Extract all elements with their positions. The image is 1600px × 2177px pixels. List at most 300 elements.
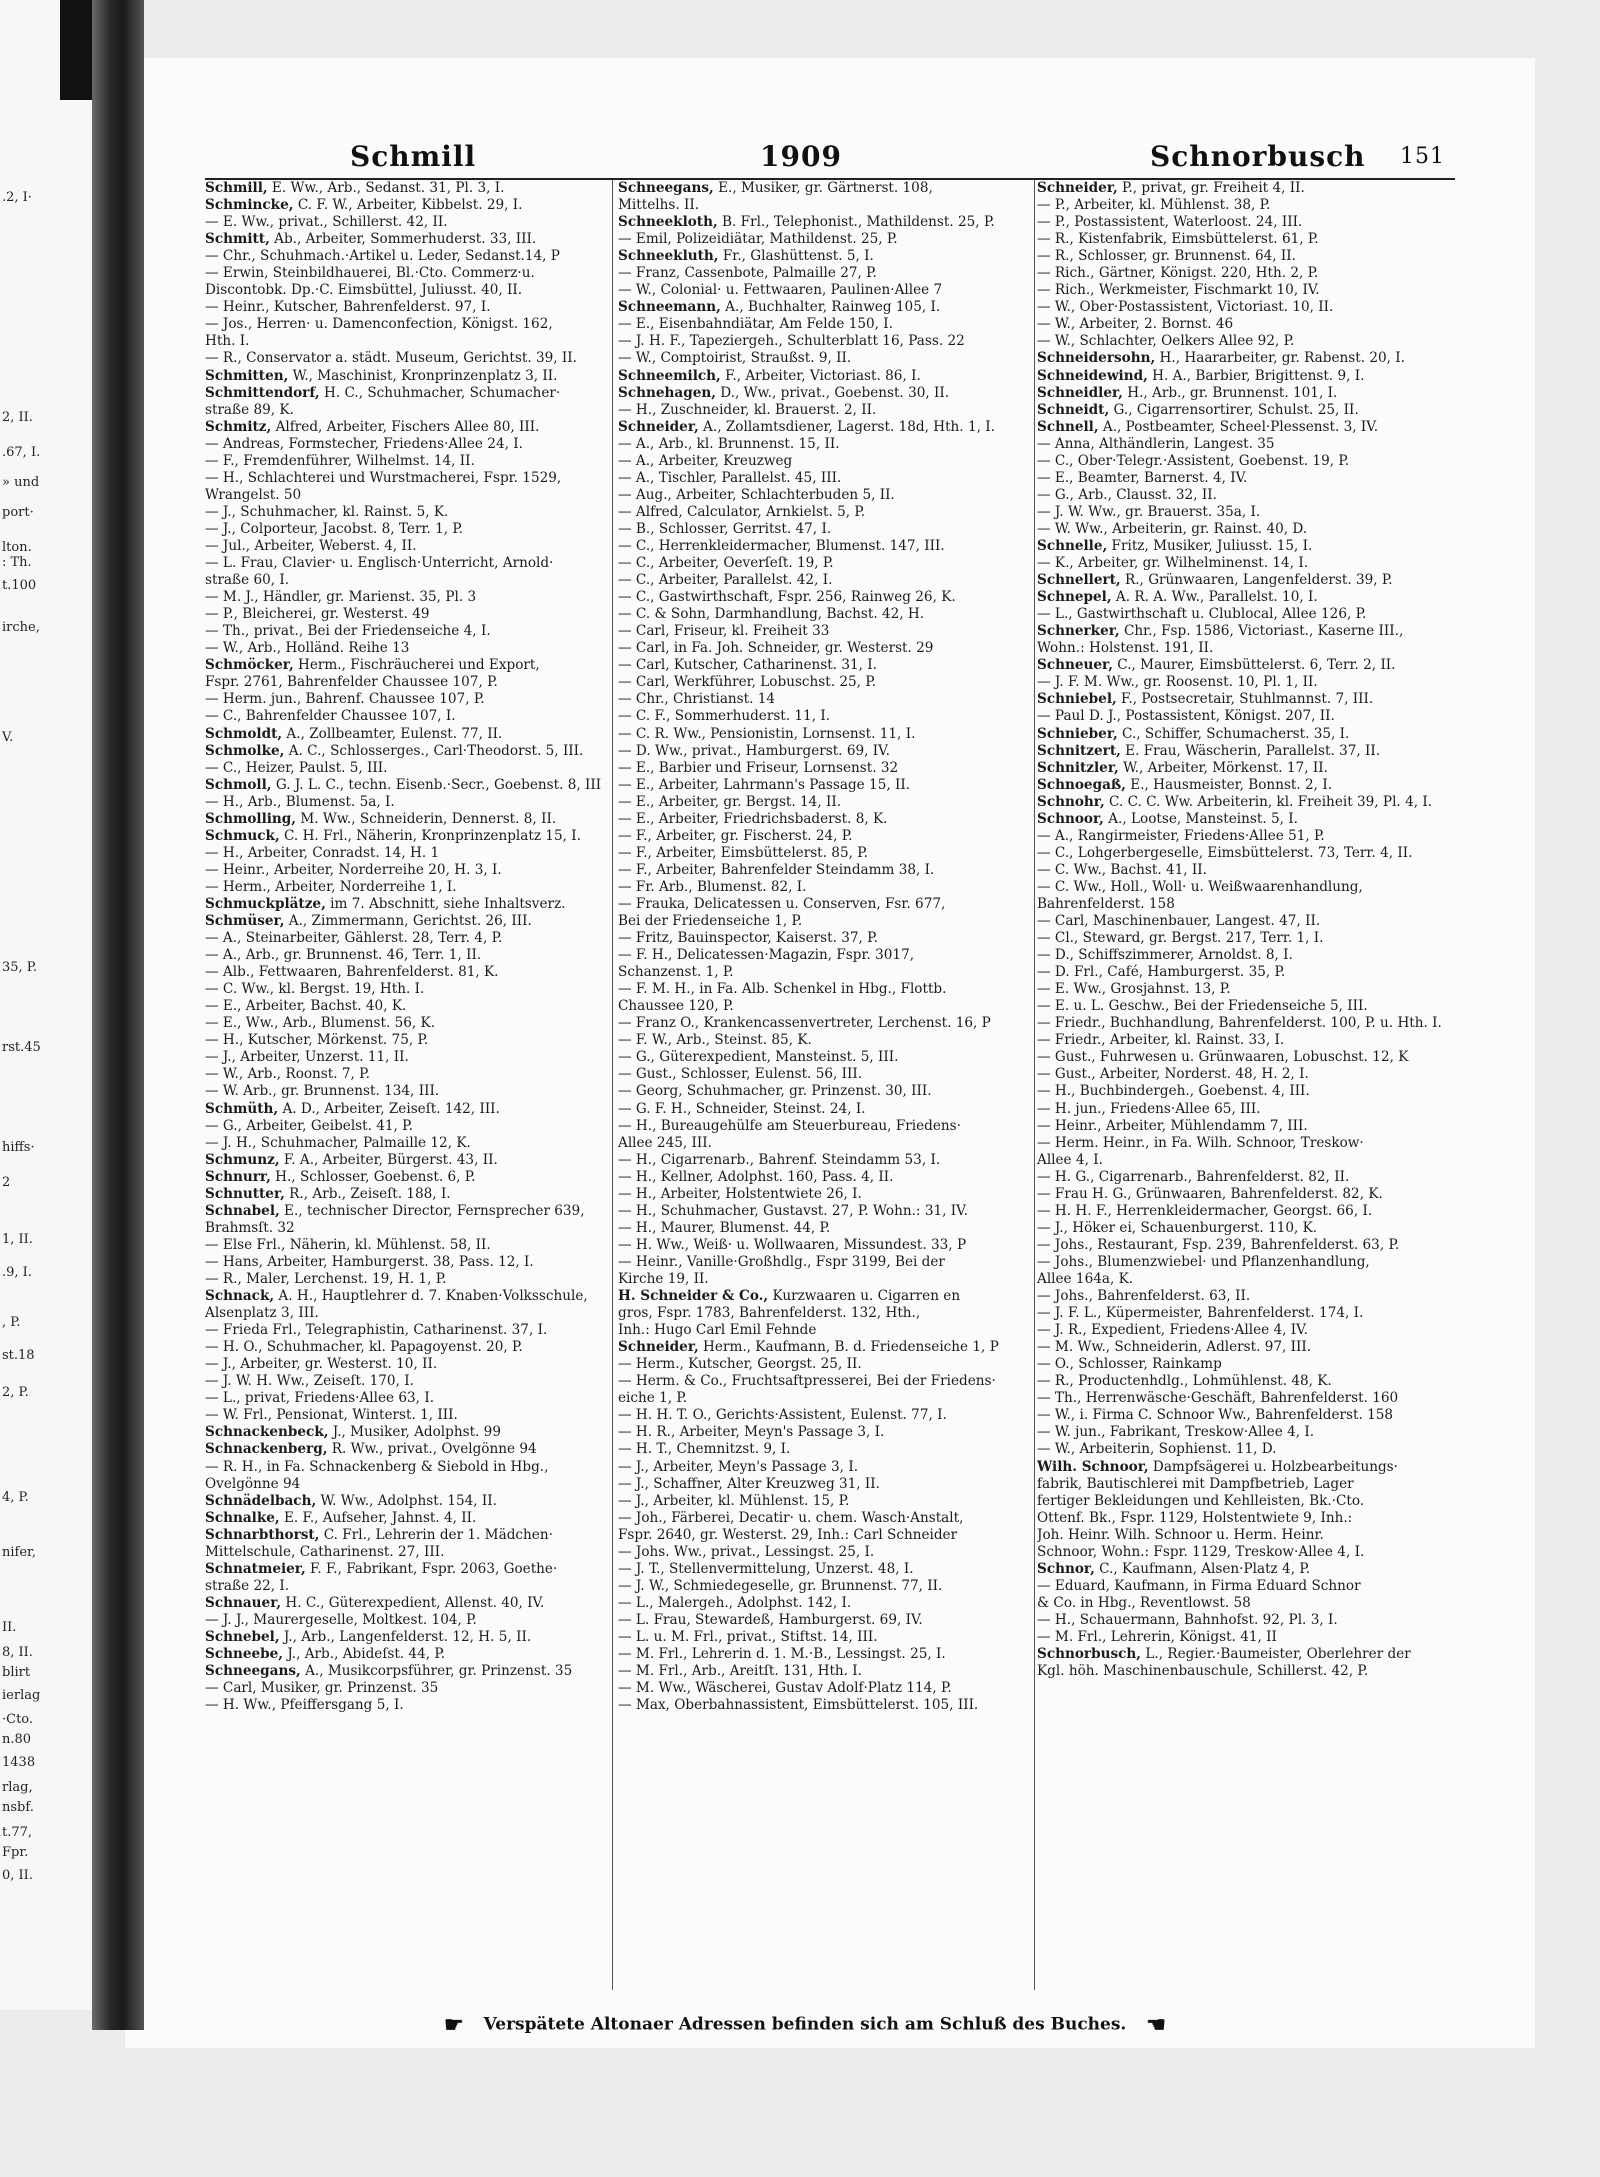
previous-page-fragment: 2	[2, 1175, 11, 1190]
directory-entry: — D. Ww., privat., Hamburgerst. 69, IV.	[618, 742, 890, 759]
directory-entry: — R., Kistenfabrik, Eimsbüttelerst. 61, P.	[1037, 231, 1319, 248]
directory-entry: Schmuck, C. H. Frl., Näherin, Kronprinzenplatz 15, I.	[205, 827, 581, 844]
directory-entry: straße 22, I.	[205, 1577, 290, 1594]
directory-entry: — H., Schuhmacher, Gustavst. 27, P. Wohn.: 31, IV.	[618, 1202, 968, 1219]
directory-entry: — R., Conservator a. städt. Museum, Gerichtst. 39, II.	[205, 350, 577, 367]
directory-entry: Schneider, P., privat, gr. Freiheit 4, II.	[1037, 180, 1305, 196]
directory-entry: — J., Schaffner, Alter Kreuzweg 31, II.	[618, 1475, 880, 1492]
directory-entry: — Hans, Arbeiter, Hamburgerst. 38, Pass. 12, I.	[205, 1253, 534, 1270]
directory-entry: Schnohr, C. C. C. Ww. Arbeiterin, kl. Freiheit 39, Pl. 4, I.	[1037, 793, 1433, 810]
header-left-keyword: Schmill	[350, 140, 477, 173]
directory-entry: — H., Schlachterei und Wurstmacherei, Fspr. 1529,	[205, 469, 562, 486]
directory-entry: — A., Rangirmeister, Friedens·Allee 51, P.	[1037, 827, 1325, 844]
directory-entry: — Georg, Schuhmacher, gr. Prinzenst. 30, III.	[618, 1083, 932, 1100]
directory-entry: — Frauka, Delicatessen u. Conserven, Fsr. 677,	[618, 895, 946, 912]
directory-entry: Schnieber, C., Schiffer, Schumacherst. 35, I.	[1037, 725, 1350, 742]
directory-entry: — J. H., Schuhmacher, Palmaille 12, K.	[205, 1134, 471, 1151]
directory-entry: — E., Arbeiter, Friedrichsbaderst. 8, K.	[618, 810, 888, 827]
directory-entry: — J. T., Stellenvermittelung, Unzerst. 48, I.	[618, 1560, 914, 1577]
directory-entry: — W. Arb., gr. Brunnenst. 134, III.	[205, 1083, 440, 1100]
directory-entry: gros, Fspr. 1783, Bahrenfelderst. 132, Hth.,	[618, 1305, 921, 1322]
directory-entry: — F., Fremdenführer, Wilhelmst. 14, II.	[205, 452, 475, 469]
previous-page-fragment: : Th.	[2, 555, 32, 570]
directory-entry: — C., Gastwirthschaft, Fspr. 256, Rainweg 26, K.	[618, 589, 956, 606]
directory-entry: — C., Arbeiter, Parallelst. 42, I.	[618, 572, 833, 589]
previous-page-fragment: , P.	[2, 1315, 21, 1330]
directory-entry: Chaussee 120, P.	[618, 998, 734, 1015]
directory-entry: — Alb., Fettwaaren, Bahrenfelderst. 81, K.	[205, 964, 499, 981]
previous-page-fragment: » und	[2, 475, 40, 490]
directory-entry: Schmunz, F. A., Arbeiter, Bürgerst. 43, II.	[205, 1151, 498, 1168]
directory-entry: — Rich., Werkmeister, Fischmarkt 10, IV.	[1037, 282, 1320, 299]
directory-entry: — Alfred, Calculator, Arnkielst. 5, P.	[618, 503, 866, 520]
directory-entry: — J. H. F., Tapeziergeh., Schulterblatt 16, Pass. 22	[618, 333, 965, 350]
directory-entry: — Fr. Arb., Blumenst. 82, I.	[618, 878, 807, 895]
directory-entry: Schmöcker, Herm., Fischräucherei und Export,	[205, 657, 540, 674]
previous-page-fragment: nsbf.	[2, 1800, 34, 1815]
previous-page-fragment: .9, I.	[2, 1265, 32, 1280]
directory-entry: — R., Schlosser, gr. Brunnenst. 64, II.	[1037, 248, 1296, 265]
directory-entry: — Gust., Fuhrwesen u. Grünwaaren, Lobuschst. 12, K	[1037, 1049, 1409, 1066]
directory-entry: eiche 1, P.	[618, 1390, 688, 1407]
previous-page-fragment: .2, I·	[2, 190, 32, 205]
directory-entry: — J., Arbeiter, Meyn's Passage 3, I.	[618, 1458, 859, 1475]
directory-entry: Ovelgönne 94	[205, 1475, 301, 1492]
directory-entry: — Friedr., Buchhandlung, Bahrenfelderst. 100, P. u. Hth. I.	[1037, 1015, 1442, 1032]
directory-entry: Schneemann, A., Buchhalter, Rainweg 105, I.	[618, 299, 941, 316]
directory-entry: Schneegans, E., Musiker, gr. Gärtnerst. 108,	[618, 180, 933, 196]
directory-entry: & Co. in Hbg., Reventlowst. 58	[1037, 1594, 1251, 1611]
previous-page-fragment: rst.45	[2, 1040, 41, 1055]
directory-entry: Schneidewind, H. A., Barbier, Brigittenst. 9, I.	[1037, 367, 1365, 384]
directory-entry: — Else Frl., Näherin, kl. Mühlenst. 58, II.	[205, 1236, 491, 1253]
directory-entry: Ottenf. Bk., Fspr. 1129, Holstentwiete 9, Inh.:	[1037, 1509, 1353, 1526]
directory-entry: Schmitz, Alfred, Arbeiter, Fischers Allee 80, III.	[205, 418, 540, 435]
directory-entry: — Heinr., Kutscher, Bahrenfelderst. 97, I.	[205, 299, 491, 316]
previous-page-fragment: 2, P.	[2, 1385, 29, 1400]
directory-entry: Kirche 19, II.	[618, 1271, 709, 1287]
directory-entry: Schmüth, A. D., Arbeiter, Zeiseſt. 142, III.	[205, 1100, 500, 1117]
directory-entry: straße 60, I.	[205, 572, 290, 589]
previous-page-fragment: lton.	[2, 540, 32, 555]
page-edge-mark	[60, 0, 92, 100]
directory-entry: Schnorbusch, L., Regier.·Baumeister, Oberlehrer der	[1037, 1646, 1411, 1663]
directory-entry: — W., Arb., Roonst. 7, P.	[205, 1066, 370, 1083]
directory-entry: — Carl, Maschinenbauer, Langest. 47, II.	[1037, 913, 1321, 930]
directory-entry: Schmittendorf, H. C., Schuhmacher, Schumacher·	[205, 384, 561, 401]
directory-entry: — R., Maler, Lerchenst. 19, H. 1, P.	[205, 1271, 447, 1287]
directory-entry: — L. Frau, Stewardeß, Hamburgerst. 69, IV.	[618, 1611, 923, 1628]
directory-entry: Fspr. 2761, Bahrenfelder Chaussee 107, P.	[205, 674, 498, 691]
directory-entry: — O., Schlosser, Rainkamp	[1037, 1356, 1222, 1373]
directory-entry: — W. Ww., Arbeiterin, gr. Rainst. 40, D.	[1037, 520, 1308, 537]
directory-entry: — A., Steinarbeiter, Gählerst. 28, Terr. 4, P.	[205, 930, 503, 947]
directory-entry: — G., Arbeiter, Geibelst. 41, P.	[205, 1117, 413, 1134]
directory-entry: Schnitzler, W., Arbeiter, Mörkenst. 17, II.	[1037, 759, 1328, 776]
previous-page-fragment: Fpr.	[2, 1845, 29, 1860]
directory-entry: Discontobk. Dp.·C. Eimsbüttel, Juliusst. 40, II.	[205, 282, 523, 299]
directory-entry: Mittelschule, Catharinenst. 27, III.	[205, 1543, 445, 1560]
directory-entry: — H. O., Schuhmacher, kl. Papagoyenst. 20, P.	[205, 1339, 523, 1356]
directory-entry: straße 89, K.	[205, 401, 294, 418]
directory-entry: Fspr. 2640, gr. Westerst. 29, Inh.: Carl Schneider	[618, 1526, 958, 1543]
directory-entry: Schnackenbeck, J., Musiker, Adolphst. 99	[205, 1424, 501, 1441]
directory-entry: — W., i. Firma C. Schnoor Ww., Bahrenfelderst. 158	[1037, 1407, 1394, 1424]
directory-entry: — H., Bureaugehülfe am Steuerbureau, Friedens·	[618, 1117, 961, 1134]
directory-entry: Schmitten, W., Maschinist, Kronprinzenplatz 3, II.	[205, 367, 558, 384]
directory-entry: — M. Frl., Lehrerin, Königst. 41, II	[1037, 1628, 1277, 1645]
directory-entry: Schmolke, A. C., Schlosserges., Carl·Theodorst. 5, III.	[205, 742, 584, 759]
directory-entry: — J., Höker ei, Schauenburgerst. 110, K.	[1037, 1219, 1318, 1236]
previous-page-fragment: II.	[2, 1620, 17, 1635]
directory-entry: Schneidt, G., Cigarrensortirer, Schulst. 25, II.	[1037, 401, 1359, 418]
directory-entry: Schmüser, A., Zimmermann, Gerichtst. 26, III.	[205, 913, 532, 930]
previous-page-fragment: ierlag	[2, 1688, 41, 1703]
directory-entry: — C., Ober·Telegr.·Assistent, Goebenst. 19, P.	[1037, 452, 1350, 469]
directory-entry: — E., Ww., Arb., Blumenst. 56, K.	[205, 1015, 436, 1032]
directory-entry: — H., Kellner, Adolphst. 160, Pass. 4, II.	[618, 1168, 894, 1185]
directory-entry: — B., Schlosser, Gerritst. 47, I.	[618, 520, 832, 537]
directory-entry: — H., Arbeiter, Conradst. 14, H. 1	[205, 844, 440, 861]
directory-entry: Schnack, A. H., Hauptlehrer d. 7. Knaben·Volksschule,	[205, 1288, 588, 1305]
directory-entry: Schnalke, E. F., Aufseher, Jahnst. 4, II.	[205, 1509, 477, 1526]
directory-entry: — Fritz, Bauinspector, Kaiserst. 37, P.	[618, 930, 878, 947]
book-gutter	[92, 0, 144, 2030]
directory-entry: — Herm. jun., Bahrenf. Chaussee 107, P.	[205, 691, 485, 708]
directory-entry: Schneekluth, Fr., Glashüttenst. 5, I.	[618, 248, 874, 265]
directory-entry: — C., Heizer, Paulst. 5, III.	[205, 759, 388, 776]
directory-entry: — E., Arbeiter, Lahrmann's Passage 15, II.	[618, 776, 911, 793]
previous-page-fragment: n.80	[2, 1732, 32, 1747]
directory-entry: — H. H. T. O., Gerichts·Assistent, Eulenst. 77, I.	[618, 1407, 947, 1424]
directory-entry: — Herm. Heinr., in Fa. Wilh. Schnoor, Treskow·	[1037, 1134, 1364, 1151]
directory-entry: Schneidler, H., Arb., gr. Brunnenst. 101, I.	[1037, 384, 1338, 401]
previous-page-fragment: irche,	[2, 620, 40, 635]
directory-entry: — E., Barbier und Friseur, Lornsenst. 32	[618, 759, 899, 776]
directory-entry: Schnädelbach, W. Ww., Adolphst. 154, II.	[205, 1492, 497, 1509]
directory-entry: — J. J., Maurergeselle, Moltkest. 104, P.	[205, 1611, 477, 1628]
directory-entry: — Franz, Cassenbote, Palmaille 27, P.	[618, 265, 877, 282]
previous-page-fragment: 2, II.	[2, 410, 33, 425]
directory-entry: — Herm., Arbeiter, Norderreihe 1, I.	[205, 878, 457, 895]
column-divider	[1034, 180, 1035, 1990]
directory-entry: — J., Arbeiter, gr. Westerst. 10, II.	[205, 1356, 438, 1373]
directory-entry: Schneider, A., Zollamtsdiener, Lagerst. 18d, Hth. 1, I.	[618, 418, 995, 435]
directory-entry: — A., Tischler, Parallelst. 45, III.	[618, 469, 842, 486]
directory-entry: Schneegans, A., Musikcorpsführer, gr. Prinzenst. 35	[205, 1663, 573, 1680]
footer-text: Verspätete Altonaer Adressen befinden sich am Schluß des Buches.	[483, 2014, 1127, 2035]
directory-entry: Schnatmeier, F. F., Fabrikant, Fspr. 2063, Goethe·	[205, 1560, 558, 1577]
page-number: 151	[1400, 144, 1445, 169]
directory-entry: Schmoll, G. J. L. C., techn. Eisenb.·Secr., Goebenst. 8, III	[205, 776, 602, 793]
directory-entry: Schnellert, R., Grünwaaren, Langenfelderst. 39, P.	[1037, 572, 1393, 589]
directory-entry: — Carl, Werkführer, Lobuschst. 25, P.	[618, 674, 877, 691]
directory-entry: — P., Postassistent, Waterloost. 24, III.	[1037, 214, 1303, 231]
directory-entry: — E., Arbeiter, Bachst. 40, K.	[205, 998, 407, 1015]
previous-page-fragment: 4, P.	[2, 1490, 29, 1505]
directory-entry: — Gust., Schlosser, Eulenst. 56, III.	[618, 1066, 863, 1083]
directory-entry: Kgl. höh. Maschinenbauschule, Schillerst. 42, P.	[1037, 1663, 1369, 1680]
previous-page-strip	[0, 0, 92, 2010]
directory-entry: Wrangelst. 50	[205, 486, 302, 503]
directory-entry: — C. F., Sommerhuderst. 11, I.	[618, 708, 831, 725]
directory-entry: — Th., Herrenwäsche·Geschäft, Bahrenfelderst. 160	[1037, 1390, 1399, 1407]
directory-entry: — D., Schiffszimmerer, Arnoldst. 8, I.	[1037, 947, 1293, 964]
directory-entry: — L. Frau, Clavier· u. Englisch·Unterricht, Arnold·	[205, 555, 554, 572]
directory-entry: — Joh., Färberei, Decatir· u. chem. Wasch·Anstalt,	[618, 1509, 964, 1526]
column-2	[618, 180, 1033, 1990]
directory-entry: Inh.: Hugo Carl Emil Fehnde	[618, 1322, 817, 1339]
directory-entry: Schnarbthorst, C. Frl., Lehrerin der 1. Mädchen·	[205, 1526, 553, 1543]
previous-page-fragment: nifer,	[2, 1545, 36, 1560]
directory-entry: — H. G., Cigarrenarb., Bahrenfelderst. 82, II.	[1037, 1168, 1350, 1185]
previous-page-fragment: .67, I.	[2, 445, 41, 460]
directory-entry: — F., Arbeiter, Eimsbüttelerst. 85, P.	[618, 844, 868, 861]
directory-entry: — Max, Oberbahnassistent, Eimsbüttelerst. 105, III.	[618, 1697, 979, 1714]
directory-entry: Joh. Heinr. Wilh. Schnoor u. Herm. Heinr.	[1037, 1526, 1324, 1543]
directory-entry: — Herm. & Co., Fruchtsaftpresserei, Bei der Friedens·	[618, 1373, 996, 1390]
directory-entry: Schneidersohn, H., Haararbeiter, gr. Rabenst. 20, I.	[1037, 350, 1405, 367]
directory-entry: Wohn.: Holstenst. 191, II.	[1037, 640, 1214, 657]
directory-entry: Alsenplatz 3, III.	[205, 1305, 319, 1322]
directory-entry: — J. W. Ww., gr. Brauerst. 35a, I.	[1037, 503, 1261, 520]
directory-entry: — C., Herrenkleidermacher, Blumenst. 147, III.	[618, 537, 945, 554]
pointing-hand-icon: ☛	[444, 2012, 464, 2038]
directory-entry: Allee 245, III.	[618, 1134, 712, 1151]
directory-entry: fabrik, Bautischlerei mit Dampfbetrieb, Lager	[1037, 1475, 1354, 1492]
directory-entry: — H., Buchbindergeh., Goebenst. 4, III.	[1037, 1083, 1310, 1100]
directory-entry: fertiger Bekleidungen und Kehlleisten, Bk.·Cto.	[1037, 1492, 1365, 1509]
directory-entry: — Jos., Herren· u. Damenconfection, Königst. 162,	[205, 316, 553, 333]
directory-entry: — Carl, Musiker, gr. Prinzenst. 35	[205, 1680, 439, 1697]
directory-entry: — W. jun., Fabrikant, Treskow·Allee 4, I.	[1037, 1424, 1315, 1441]
directory-entry: Schneuer, C., Maurer, Eimsbüttelerst. 6, Terr. 2, II.	[1037, 657, 1396, 674]
directory-entry: — W., Arbeiterin, Sophienst. 11, D.	[1037, 1441, 1277, 1458]
directory-entry: — J., Colporteur, Jacobst. 8, Terr. 1, P.	[205, 520, 464, 537]
previous-page-fragment: rlag,	[2, 1780, 33, 1795]
directory-entry: — J., Arbeiter, Unzerst. 11, II.	[205, 1049, 409, 1066]
directory-entry: — Heinr., Arbeiter, Mühlendamm 7, III.	[1037, 1117, 1308, 1134]
directory-entry: — M. Frl., Arb., Areitſt. 131, Hth. I.	[618, 1663, 862, 1680]
directory-entry: — H., Arb., Blumenst. 5a, I.	[205, 793, 395, 810]
directory-entry: Schnehagen, D., Ww., privat., Goebenst. 30, II.	[618, 384, 950, 401]
directory-entry: Schnutter, R., Arb., Zeiseſt. 188, I.	[205, 1185, 451, 1202]
directory-entry: — Johs., Restaurant, Fsp. 239, Bahrenfelderst. 63, P.	[1037, 1236, 1400, 1253]
directory-entry: — E., Eisenbahndiätar, Am Felde 150, I.	[618, 316, 893, 333]
directory-entry: Schneebe, J., Arb., Abideſst. 44, P.	[205, 1646, 446, 1663]
directory-entry: — H. H. F., Herrenkleidermacher, Georgst. 66, I.	[1037, 1202, 1373, 1219]
directory-entry: Schnoegaß, E., Hausmeister, Bonnst. 2, I.	[1037, 776, 1333, 793]
directory-entry: Schmincke, C. F. W., Arbeiter, Kibbelst. 29, I.	[205, 197, 523, 214]
directory-entry: — Eduard, Kaufmann, in Firma Eduard Schnor	[1037, 1577, 1361, 1594]
directory-entry: — E. u. L. Geschw., Bei der Friedenseiche 5, III.	[1037, 998, 1368, 1015]
directory-entry: — F. M. H., in Fa. Alb. Schenkel in Hbg., Flottb.	[618, 981, 947, 998]
directory-entry: — F. W., Arb., Steinst. 85, K.	[618, 1032, 812, 1049]
pointing-hand-icon: ☚	[1146, 2012, 1166, 2038]
previous-page-fragment: blirt	[2, 1665, 31, 1680]
directory-entry: — F. H., Delicatessen·Magazin, Fspr. 3017,	[618, 947, 915, 964]
directory-entry: — Chr., Christianst. 14	[618, 691, 776, 708]
directory-entry: — H. jun., Friedens·Allee 65, III.	[1037, 1100, 1261, 1117]
directory-entry: — L., Malergeh., Adolphst. 142, I.	[618, 1594, 852, 1611]
previous-page-fragment: port·	[2, 505, 34, 520]
directory-entry: Schmuckplätze, im 7. Abschnitt, siehe Inhaltsverz.	[205, 895, 566, 912]
directory-entry: — J., Schuhmacher, kl. Rainst. 5, K.	[205, 503, 449, 520]
previous-page-fragment: hiffs·	[2, 1140, 35, 1155]
directory-entry: — Jul., Arbeiter, Weberst. 4, II.	[205, 537, 417, 554]
directory-entry: — C., Bahrenfelder Chaussee 107, I.	[205, 708, 456, 725]
directory-entry: — H. T., Chemnitzst. 9, I.	[618, 1441, 791, 1458]
directory-entry: Bahrenfelderst. 158	[1037, 895, 1175, 912]
previous-page-fragment: st.18	[2, 1348, 35, 1363]
previous-page-fragment: V.	[2, 730, 14, 745]
directory-entry: — E., Arbeiter, gr. Bergst. 14, II.	[618, 793, 842, 810]
directory-entry: — Herm., Kutscher, Georgst. 25, II.	[618, 1356, 862, 1373]
directory-entry: — L., Gastwirthschaft u. Clublocal, Allee 126, P.	[1037, 606, 1367, 623]
directory-entry: — H. Ww., Pfeiffersgang 5, I.	[205, 1697, 404, 1714]
directory-entry: Schneekloth, B. Frl., Telephonist., Mathildenst. 25, P.	[618, 214, 995, 231]
directory-entry: Schniebel, F., Postsecretair, Stuhlmannst. 7, III.	[1037, 691, 1374, 708]
previous-page-fragment: 1438	[2, 1755, 36, 1770]
directory-entry: — R., Productenhdlg., Lohmühlenst. 48, K.	[1037, 1373, 1332, 1390]
directory-entry: — Johs., Blumenzwiebel· und Pflanzenhandlung,	[1037, 1253, 1370, 1270]
directory-entry: — R. H., in Fa. Schnackenberg & Siebold in Hbg.,	[205, 1458, 549, 1475]
previous-page-fragment: 8, II.	[2, 1645, 33, 1660]
directory-entry: — C. Ww., Holl., Woll· u. Weißwaarenhandlung,	[1037, 878, 1363, 895]
directory-entry: Schnepel, A. R. A. Ww., Parallelst. 10, I.	[1037, 589, 1318, 606]
directory-entry: — Anna, Althändlerin, Langest. 35	[1037, 435, 1275, 452]
directory-entry: Schnauer, H. C., Güterexpedient, Allenst. 40, IV.	[205, 1594, 545, 1611]
directory-entry: — J. W. H. Ww., Zeiseſt. 170, I.	[205, 1373, 414, 1390]
directory-entry: — M. Ww., Wäscherei, Gustav Adolf·Platz 114, P.	[618, 1680, 952, 1697]
header-year: 1909	[760, 140, 842, 173]
directory-entry: Schnoor, Wohn.: Fspr. 1129, Treskow·Allee 4, I.	[1037, 1543, 1365, 1560]
directory-entry: Mittelhs. II.	[618, 197, 700, 214]
directory-entry: — J. F. L., Küpermeister, Bahrenfelderst. 174, I.	[1037, 1305, 1364, 1322]
directory-entry: — G., Arb., Clausst. 32, II.	[1037, 486, 1217, 503]
directory-entry: — H., Kutscher, Mörkenst. 75, P.	[205, 1032, 429, 1049]
directory-entry: — C., Arbeiter, Oeverſeſt. 19, P.	[618, 555, 834, 572]
directory-entry: Schnebel, J., Arb., Langenfelderst. 12, H. 5, II.	[205, 1628, 532, 1645]
directory-entry: — Erwin, Steinbildhauerei, Bl.·Cto. Commerz·u.	[205, 265, 535, 282]
header-right-keyword: Schnorbusch	[1150, 140, 1366, 173]
directory-entry: — Th., privat., Bei der Friedenseiche 4, I.	[205, 623, 491, 640]
directory-entry: — Franz O., Krankencassenvertreter, Lerchenst. 16, P	[618, 1015, 991, 1032]
previous-page-fragment: 35, P.	[2, 960, 38, 975]
column-divider	[612, 180, 613, 1990]
directory-entry: — H. R., Arbeiter, Meyn's Passage 3, I.	[618, 1424, 885, 1441]
directory-entry: — E. Ww., privat., Schillerst. 42, II.	[205, 214, 448, 231]
directory-entry: — W., Arb., Holländ. Reihe 13	[205, 640, 410, 657]
directory-entry: — Cl., Steward, gr. Bergst. 217, Terr. 1, I.	[1037, 930, 1324, 947]
previous-page-fragment: ·Cto.	[2, 1712, 34, 1727]
directory-entry: Schnitzert, E. Frau, Wäscherin, Parallelst. 37, II.	[1037, 742, 1381, 759]
directory-entry: — W., Ober·Postassistent, Victoriast. 10, II.	[1037, 299, 1334, 316]
directory-entry: — M. Ww., Schneiderin, Adlerst. 97, III.	[1037, 1339, 1312, 1356]
directory-entry: Schmill, E. Ww., Arb., Sedanst. 31, Pl. 3, I.	[205, 180, 505, 196]
directory-entry: H. Schneider & Co., Kurzwaaren u. Cigarren en	[618, 1288, 961, 1305]
directory-entry: — E. Ww., Grosjahnst. 13, P.	[1037, 981, 1231, 998]
directory-entry: — Heinr., Arbeiter, Norderreihe 20, H. 3, I.	[205, 861, 502, 878]
directory-entry: Schmolling, M. Ww., Schneiderin, Dennerst. 8, II.	[205, 810, 557, 827]
directory-entry: — C. Ww., Bachst. 41, II.	[1037, 861, 1207, 878]
directory-entry: — E., Beamter, Barnerst. 4, IV.	[1037, 469, 1248, 486]
directory-entry: — L. u. M. Frl., privat., Stiftst. 14, III.	[618, 1628, 878, 1645]
directory-entry: Wilh. Schnoor, Dampfsägerei u. Holzbearbeitungs·	[1037, 1458, 1398, 1475]
previous-page-fragment: t.100	[2, 578, 37, 593]
directory-entry: Schnelle, Fritz, Musiker, Juliusst. 15, I.	[1037, 537, 1313, 554]
directory-entry: — Carl, in Fa. Joh. Schneider, gr. Westerst. 29	[618, 640, 934, 657]
column-1	[205, 180, 607, 1990]
directory-entry: — H., Zuschneider, kl. Brauerst. 2, II.	[618, 401, 877, 418]
directory-entry: Allee 164a, K.	[1037, 1271, 1134, 1287]
directory-entry: — W., Schlachter, Oelkers Allee 92, P.	[1037, 333, 1295, 350]
directory-entry: — W., Colonial· u. Fettwaaren, Paulinen·Allee 7	[618, 282, 943, 299]
page-header	[0, 140, 1600, 176]
directory-entry: — H., Schauermann, Bahnhofst. 92, Pl. 3, I.	[1037, 1611, 1338, 1628]
directory-entry: — Frieda Frl., Telegraphistin, Catharinenst. 37, I.	[205, 1322, 548, 1339]
directory-entry: Schnabel, E., technischer Director, Fernsprecher 639,	[205, 1202, 585, 1219]
directory-entry: — J. W., Schmiedegeselle, gr. Brunnenst. 77, II.	[618, 1577, 943, 1594]
previous-page-fragment: t.77,	[2, 1825, 33, 1840]
directory-entry: — A., Arb., gr. Brunnenst. 46, Terr. 1, II.	[205, 947, 482, 964]
directory-entry: Schmitt, Ab., Arbeiter, Sommerhuderst. 33, III.	[205, 231, 537, 248]
directory-entry: — Johs., Bahrenfelderst. 63, II.	[1037, 1288, 1251, 1305]
directory-entry: — D. Frl., Café, Hamburgerst. 35, P.	[1037, 964, 1286, 981]
directory-entry: — J., Arbeiter, kl. Mühlenst. 15, P.	[618, 1492, 850, 1509]
directory-entry: — H., Arbeiter, Holstentwiete 26, I.	[618, 1185, 862, 1202]
directory-entry: — M. J., Händler, gr. Marienst. 35, Pl. 3	[205, 589, 477, 606]
directory-entry: Schneemilch, F., Arbeiter, Victoriast. 86, I.	[618, 367, 921, 384]
directory-entry: Schnackenberg, R. Ww., privat., Ovelgönne 94	[205, 1441, 537, 1458]
directory-entry: — G. F. H., Schneider, Steinst. 24, I.	[618, 1100, 866, 1117]
previous-page-fragment: 0, II.	[2, 1868, 33, 1883]
directory-entry: Schanzenst. 1, P.	[618, 964, 734, 981]
directory-entry: — H., Maurer, Blumenst. 44, P.	[618, 1219, 831, 1236]
directory-entry: — J. R., Expedient, Friedens·Allee 4, IV.	[1037, 1322, 1308, 1339]
directory-entry: — H., Cigarrenarb., Bahrenf. Steindamm 53, I.	[618, 1151, 941, 1168]
directory-entry: Schnerker, Chr., Fsp. 1586, Victoriast., Kaserne III.,	[1037, 623, 1404, 640]
directory-entry: — G., Güterexpedient, Mansteinst. 5, III.	[618, 1049, 899, 1066]
directory-entry: — J. F. M. Ww., gr. Roosenst. 10, Pl. 1, II.	[1037, 674, 1318, 691]
directory-entry: — Rich., Gärtner, Königst. 220, Hth. 2, P.	[1037, 265, 1319, 282]
directory-entry: Schmoldt, A., Zollbeamter, Eulenst. 77, II.	[205, 725, 503, 742]
directory-entry: — W., Comptoirist, Straußst. 9, II.	[618, 350, 852, 367]
footer-note	[430, 2012, 1230, 2042]
directory-entry: — Paul D. J., Postassistent, Königst. 207, II.	[1037, 708, 1335, 725]
directory-entry: — M. Frl., Lehrerin d. 1. M.·B., Lessingst. 25, I.	[618, 1646, 946, 1663]
directory-entry: — C. R. Ww., Pensionistin, Lornsenst. 11, I.	[618, 725, 916, 742]
directory-entry: — Carl, Friseur, kl. Freiheit 33	[618, 623, 830, 640]
directory-entry: Allee 4, I.	[1037, 1151, 1103, 1168]
directory-entry: — F., Arbeiter, gr. Fischerst. 24, P.	[618, 827, 853, 844]
directory-entry: — C. & Sohn, Darmhandlung, Bachst. 42, H.	[618, 606, 925, 623]
directory-entry: — Johs. Ww., privat., Lessingst. 25, I.	[618, 1543, 875, 1560]
directory-entry: Schnurr, H., Schlosser, Goebenst. 6, P.	[205, 1168, 476, 1185]
column-3	[1037, 180, 1455, 1990]
directory-entry: — Heinr., Vanille·Großhdlg., Fspr 3199, Bei der	[618, 1253, 945, 1270]
directory-entry: — A., Arb., kl. Brunnenst. 15, II.	[618, 435, 840, 452]
directory-entry: — Aug., Arbeiter, Schlachterbuden 5, II.	[618, 486, 895, 503]
directory-entry: — Emil, Polizeidiätar, Mathildenst. 25, P.	[618, 231, 898, 248]
directory-entry: Hth. I.	[205, 333, 250, 350]
directory-entry: — Carl, Kutscher, Catharinenst. 31, I.	[618, 657, 877, 674]
directory-entry: — P., Arbeiter, kl. Mühlenst. 38, P.	[1037, 197, 1271, 214]
directory-entry: — H. Ww., Weiß· u. Wollwaaren, Missundest. 33, P	[618, 1236, 967, 1253]
directory-entry: — Chr., Schuhmach.·Artikel u. Leder, Sedanst.14, P	[205, 248, 560, 265]
directory-entry: Brahmsſt. 32	[205, 1219, 295, 1236]
directory-entry: Schnoor, A., Lootse, Mansteinst. 5, I.	[1037, 810, 1298, 827]
